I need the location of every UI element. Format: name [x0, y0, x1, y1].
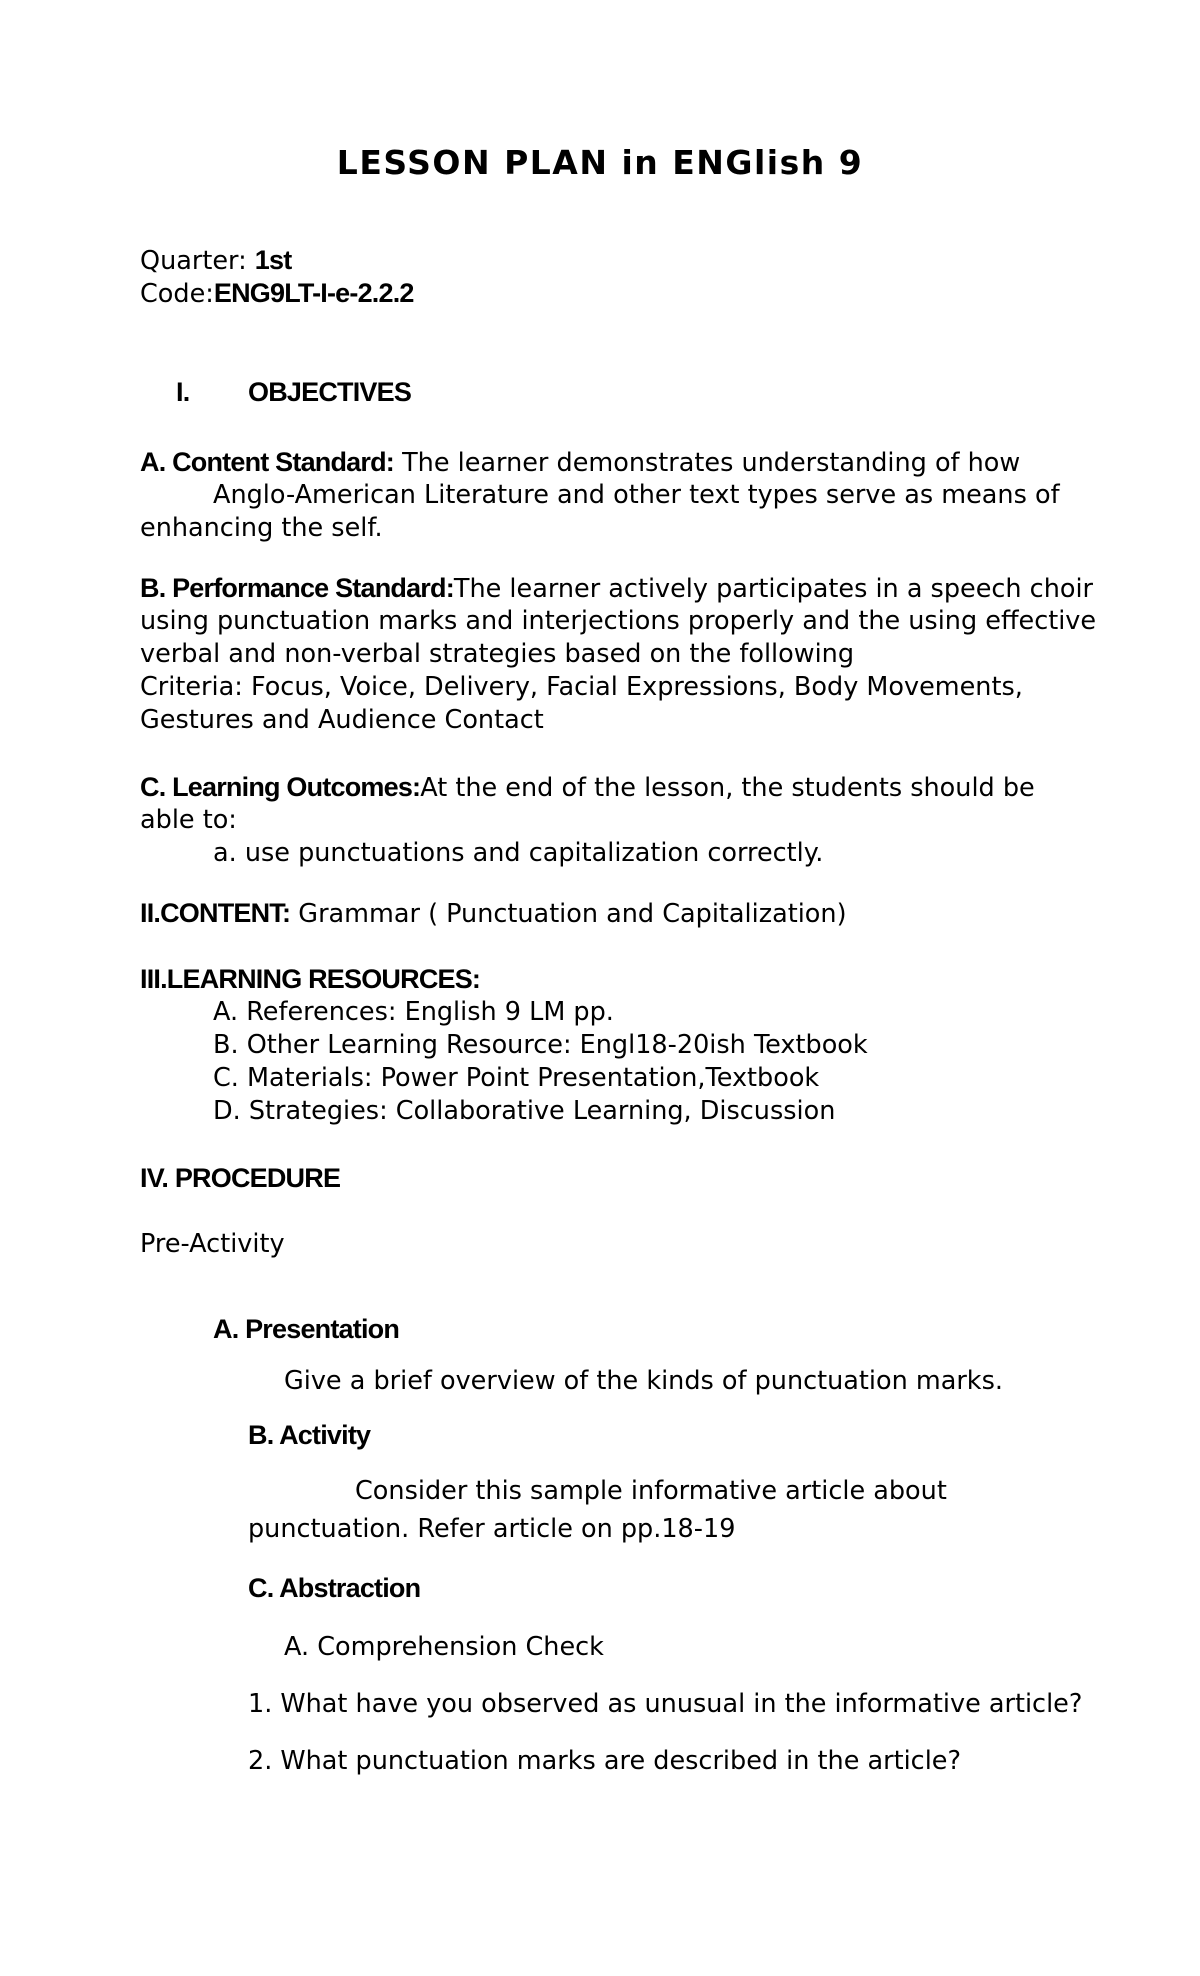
performance-standard-line-3: verbal and non-verbal strategies based on the following — [140, 639, 855, 669]
quarter-label: Quarter: — [140, 246, 255, 276]
performance-standard-line-2: using punctuation marks and interjections properly and the using effective — [140, 606, 1097, 636]
activity-text-line-2: punctuation. Refer article on pp.18-19 — [248, 1514, 736, 1544]
page-title: LESSON PLAN in ENGlish 9 — [336, 143, 864, 182]
performance-standard-line-1: B. Performance Standard:The learner actively participates in a speech choir — [140, 573, 1094, 604]
performance-standard-label: B. Performance Standard: — [140, 573, 454, 603]
question-item: 1. What have you observed as unusual in the informative article? — [248, 1689, 1083, 1719]
code-line — [140, 276, 414, 311]
presentation-heading: A. Presentation — [213, 1314, 400, 1344]
activity-text-line-1: Consider this sample informative article about — [355, 1476, 947, 1506]
learning-outcome-item-a: a. use punctuations and capitalization correctly. — [213, 838, 824, 868]
quarter-line — [140, 243, 291, 278]
activity-heading: B. Activity — [248, 1420, 371, 1450]
learning-resource-item: C. Materials: Power Point Presentation,Textbook — [213, 1063, 820, 1093]
content-value: Grammar ( Punctuation and Capitalization) — [290, 899, 847, 929]
learning-resources-heading: III.LEARNING RESOURCES: — [140, 964, 481, 994]
question-item: 2. What punctuation marks are described in the article? — [248, 1746, 962, 1776]
learning-resource-item: A. References: English 9 LM pp. — [213, 997, 614, 1027]
learning-outcomes-line-2: able to: — [140, 805, 237, 835]
learning-resource-item: B. Other Learning Resource: Engl18-20ish Textbook — [213, 1030, 868, 1060]
pre-activity-label: Pre-Activity — [140, 1229, 285, 1259]
learning-resource-item: D. Strategies: Collaborative Learning, Discussion — [213, 1096, 836, 1126]
presentation-text: Give a brief overview of the kinds of punctuation marks. — [284, 1366, 1003, 1396]
content-label: II.CONTENT: — [140, 898, 291, 928]
learning-outcomes-line-1: C. Learning Outcomes:At the end of the lesson, the students should be — [140, 772, 1035, 803]
learning-outcomes-label: C. Learning Outcomes: — [140, 772, 421, 802]
quarter-value: 1st — [254, 245, 292, 275]
abstraction-heading: C. Abstraction — [248, 1573, 421, 1603]
comprehension-check-label: A. Comprehension Check — [284, 1632, 604, 1662]
objectives-numeral: I. — [176, 377, 190, 407]
performance-standard-line-4: Criteria: Focus, Voice, Delivery, Facial Expressions, Body Movements, — [140, 672, 1023, 702]
content-standard-line-2: Anglo-American Literature and other text types serve as means of — [213, 480, 1060, 510]
code-label: Code: — [140, 279, 214, 309]
procedure-heading: IV. PROCEDURE — [140, 1163, 341, 1193]
content-standard-label: A. Content Standard: — [140, 447, 394, 477]
performance-standard-line-5: Gestures and Audience Contact — [140, 705, 544, 735]
content-standard-line-1: A. Content Standard: The learner demonstrates understanding of how — [140, 447, 1021, 478]
content-standard-line-3: enhancing the self. — [140, 513, 383, 543]
content-line — [140, 896, 847, 931]
code-value: ENG9LT-I-e-2.2.2 — [213, 278, 414, 308]
objectives-heading: OBJECTIVES — [248, 377, 412, 407]
